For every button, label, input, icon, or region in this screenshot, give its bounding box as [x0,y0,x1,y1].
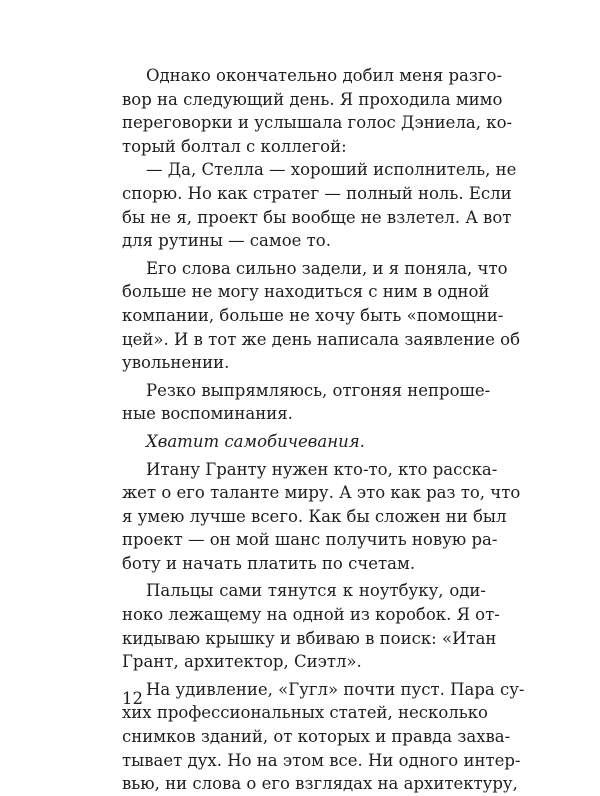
text-line: проект — он мой шанс получить новую ра- [122,530,498,550]
text-line: хих профессиональных статей, несколько [122,703,488,723]
text-line: больше не могу находиться с ним в одной [122,282,490,302]
text-line: Резко выпрямляюсь, отгоняя непроше- [146,380,491,400]
text-line: тывает дух. Но на этом все. Ни одного интер- [122,750,521,770]
text-line: переговорки и услышала голос Дэниела, ко- [122,113,513,133]
page-number: 12 [122,689,143,708]
text-line: ные воспоминания. [122,404,293,424]
text-line: для рутины — самое то. [122,231,331,251]
text-line: Грант, архитектор, Сиэтл». [122,652,362,672]
text-line: — Да, Стелла — хороший исполнитель, не [146,160,517,180]
text-line: вор на следующий день. Я проходила мимо [122,89,503,109]
text-line: цей». И в тот же день написала заявление об [122,329,521,349]
text-line: кидываю крышку и вбиваю в поиск: «Итан [122,628,497,648]
text-line: ноко лежащему на одной из коробок. Я от- [122,605,500,625]
text-line: бы не я, проект бы вообще не взлетел. А вот [122,207,512,227]
page-body-text [122,64,525,796]
text-line: спорю. Но как стратег — полный ноль. Если [122,183,512,203]
text-line: Хватит самобичевания. [146,431,365,451]
text-line: Его слова сильно задели, и я поняла, что [146,258,508,278]
text-line: Однако окончательно добил меня разго- [146,66,503,85]
text-line: На удивление, «Гугл» почти пуст. Пара су- [146,679,525,699]
text-line: компании, больше не хочу быть «помощни- [122,305,504,325]
text-line: снимков зданий, от которых и правда захва- [122,727,511,747]
text-line: жет о его таланте миру. А это как раз то, что [122,483,521,503]
text-line: увольнении. [122,353,230,373]
text-line: Пальцы сами тянутся к ноутбуку, оди- [146,581,486,601]
text-line: торый болтал с коллегой: [122,136,347,156]
text-line: я умею лучше всего. Как бы сложен ни был [122,506,507,526]
text-line: Итану Гранту нужен кто-то, кто расска- [146,459,498,479]
text-line: вью, ни слова о его взглядах на архитектуру, [122,774,518,794]
text-line: боту и начать платить по счетам. [122,553,416,573]
